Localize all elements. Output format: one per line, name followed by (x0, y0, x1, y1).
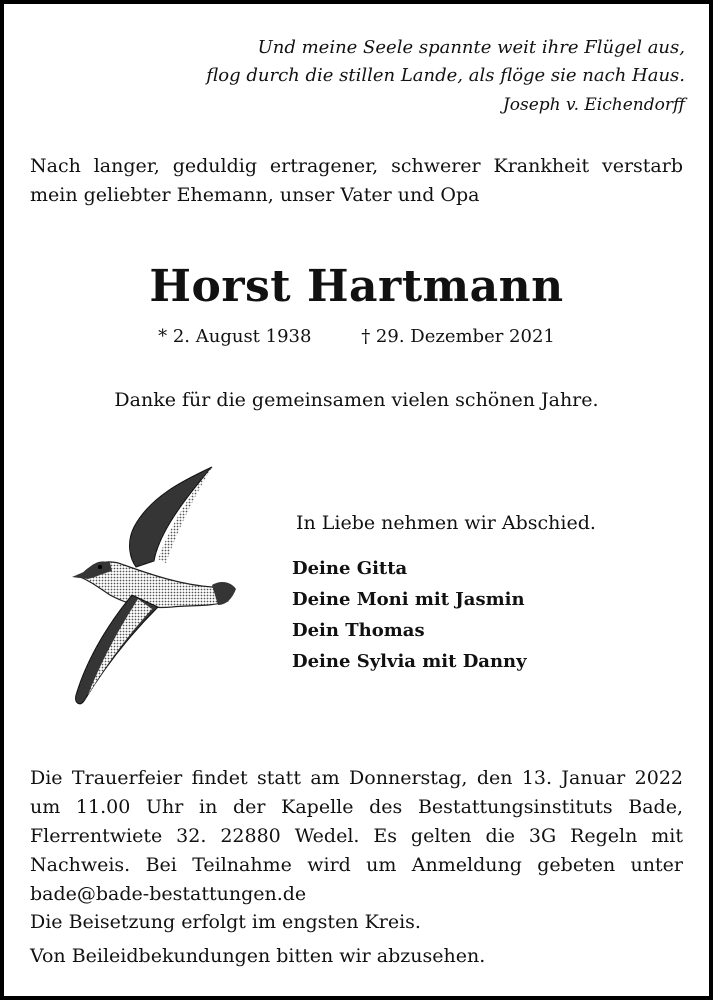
list-item: Deine Gitta (292, 558, 408, 579)
list-item: Deine Sylvia mit Danny (292, 651, 527, 672)
ceremony-info: Die Trauerfeier findet statt am Donnerstag, den 13. Januar 2022 um 11.00 Uhr in der Kapelle des Bestattungsinstituts Bade, Flerrentwiete 32. 22880 Wedel. Es gelten die 3G Regeln mit Nachweis. Bei Teilnahme wird um Anmeldung gebeten unter bade@bade-bestattungen.de (30, 767, 683, 905)
condolence-note: Von Beileidbekundungen bitten wir abzusehen. (30, 945, 486, 967)
burial-info: Die Beisetzung erfolgt im engsten Kreis. (30, 911, 421, 933)
seagull-icon (62, 459, 247, 719)
farewell-text: In Liebe nehmen wir Abschied. (296, 512, 596, 534)
intro-text: Nach langer, geduldig ertragener, schwerer Krankheit verstarb mein geliebter Ehemann, unser Vater und Opa (30, 155, 683, 206)
life-dates (4, 324, 709, 350)
mourner-list (292, 553, 527, 677)
death-date: † 29. Dezember 2021 (361, 326, 555, 347)
list-item: Dein Thomas (292, 620, 425, 641)
poem-quote (206, 34, 685, 118)
quote-line-2: flog durch die stillen Lande, als flöge sie nach Haus. (206, 65, 685, 86)
thanks-text: Danke für die gemeinsamen vielen schönen Jahre. (114, 389, 599, 411)
list-item: Deine Moni mit Jasmin (292, 589, 525, 610)
deceased-name: Horst Hartmann (149, 261, 564, 312)
birth-date: * 2. August 1938 (158, 326, 312, 347)
quote-line-1: Und meine Seele spannte weit ihre Flügel aus, (257, 37, 685, 58)
quote-author: Joseph v. Eichendorff (502, 95, 685, 115)
